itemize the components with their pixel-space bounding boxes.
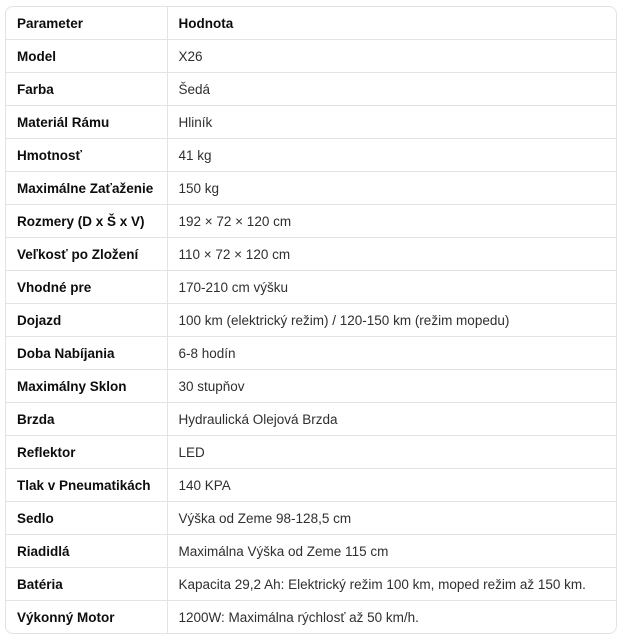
table-row	[6, 271, 616, 304]
value-cell: 192 × 72 × 120 cm	[167, 205, 616, 238]
param-cell: Vhodné pre	[6, 271, 167, 304]
value-cell: X26	[167, 40, 616, 73]
value-cell: Hliník	[167, 106, 616, 139]
value-cell: Výška od Zeme 98-128,5 cm	[167, 502, 616, 535]
param-cell: Tlak v Pneumatikách	[6, 469, 167, 502]
param-cell: Farba	[6, 73, 167, 106]
table-row	[6, 337, 616, 370]
param-cell: Veľkosť po Zložení	[6, 238, 167, 271]
value-cell: 100 km (elektrický režim) / 120-150 km (režim mopedu)	[167, 304, 616, 337]
table-row	[6, 436, 616, 469]
param-cell: Dojazd	[6, 304, 167, 337]
table-row	[6, 502, 616, 535]
value-cell: LED	[167, 436, 616, 469]
table-row	[6, 469, 616, 502]
spec-table-container	[5, 6, 617, 634]
value-cell: Kapacita 29,2 Ah: Elektrický režim 100 km, moped režim až 150 km.	[167, 568, 616, 601]
param-cell: Batéria	[6, 568, 167, 601]
param-cell: Riadidlá	[6, 535, 167, 568]
table-row	[6, 304, 616, 337]
value-cell: Šedá	[167, 73, 616, 106]
table-row	[6, 40, 616, 73]
table-row	[6, 106, 616, 139]
param-cell: Výkonný Motor	[6, 601, 167, 634]
value-cell: 30 stupňov	[167, 370, 616, 403]
spec-table	[6, 7, 616, 633]
param-cell: Hmotnosť	[6, 139, 167, 172]
param-cell: Brzda	[6, 403, 167, 436]
table-row	[6, 205, 616, 238]
table-row	[6, 172, 616, 205]
value-cell: 140 KPA	[167, 469, 616, 502]
table-row	[6, 601, 616, 634]
table-row	[6, 535, 616, 568]
param-cell: Doba Nabíjania	[6, 337, 167, 370]
column-header-parameter: Parameter	[6, 7, 167, 40]
table-row	[6, 403, 616, 436]
value-cell: Hydraulická Olejová Brzda	[167, 403, 616, 436]
param-cell: Reflektor	[6, 436, 167, 469]
value-cell: 6-8 hodín	[167, 337, 616, 370]
table-row	[6, 568, 616, 601]
table-row	[6, 73, 616, 106]
param-cell: Sedlo	[6, 502, 167, 535]
param-cell: Maximálne Zaťaženie	[6, 172, 167, 205]
table-row	[6, 139, 616, 172]
value-cell: 41 kg	[167, 139, 616, 172]
table-header-row	[6, 7, 616, 40]
column-header-value: Hodnota	[167, 7, 616, 40]
table-row	[6, 238, 616, 271]
value-cell: 110 × 72 × 120 cm	[167, 238, 616, 271]
value-cell: Maximálna Výška od Zeme 115 cm	[167, 535, 616, 568]
param-cell: Rozmery (D x Š x V)	[6, 205, 167, 238]
value-cell: 170-210 cm výšku	[167, 271, 616, 304]
table-row	[6, 370, 616, 403]
param-cell: Materiál Rámu	[6, 106, 167, 139]
param-cell: Maximálny Sklon	[6, 370, 167, 403]
value-cell: 1200W: Maximálna rýchlosť až 50 km/h.	[178, 609, 419, 625]
value-cell: 150 kg	[167, 172, 616, 205]
param-cell: Model	[6, 40, 167, 73]
